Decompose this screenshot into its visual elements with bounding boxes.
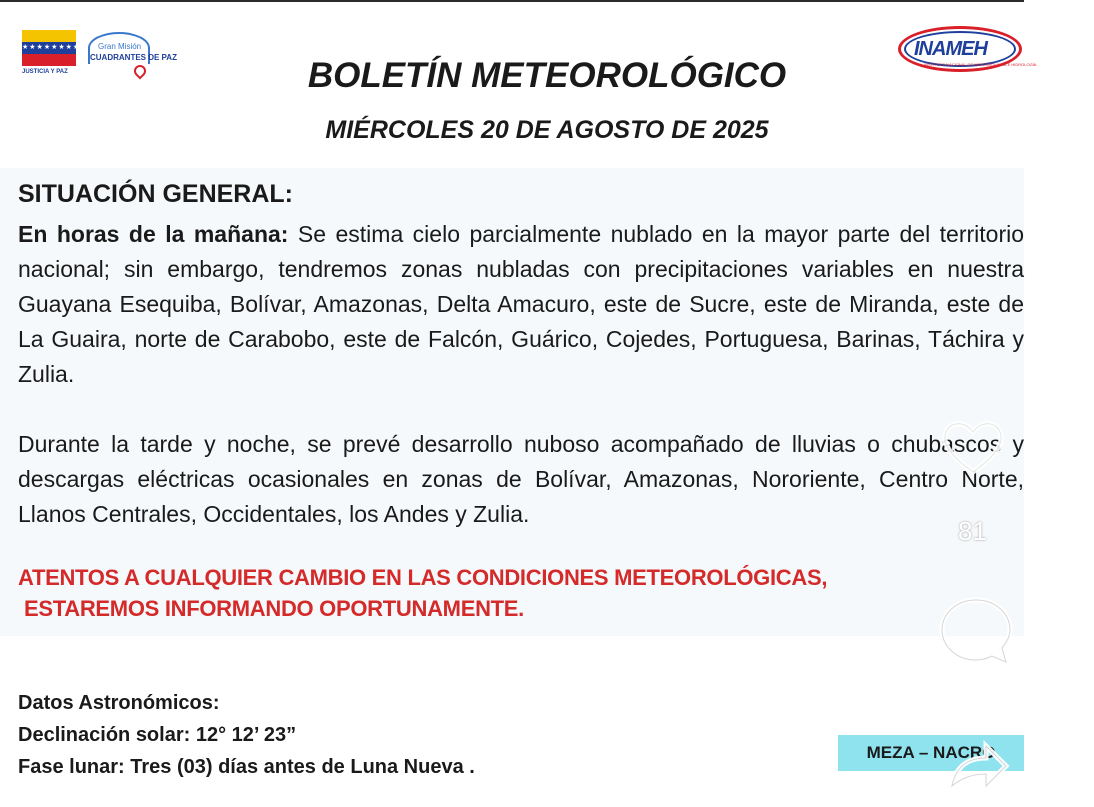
venezuela-flag-icon: ★★★★★★★★ <box>22 30 76 66</box>
inameh-logo-subtitle: INSTITUTO NACIONAL DE METEOROLOGÍA E HIDROLOGÍA <box>924 62 1037 67</box>
bulletin-date: MIÉRCOLES 20 DE AGOSTO DE 2025 <box>325 116 769 144</box>
program-line-2: CUADRANTES DE PAZ <box>90 53 177 62</box>
moon-phase: Fase lunar: Tres (03) días antes de Luna Nueva . <box>18 756 475 778</box>
section-heading: SITUACIÓN GENERAL: <box>18 180 293 208</box>
flag-caption: JUSTICIA Y PAZ <box>22 69 68 75</box>
heart-icon[interactable] <box>938 412 1008 482</box>
program-line-1: Gran Misión <box>98 42 142 51</box>
afternoon-paragraph: Durante la tarde y noche, se prevé desarrollo nuboso acompañado de lluvias o chubascos y descargas eléctricas ocasionales en zonas de Bolívar, Amazonas, Nororiente, Centro Norte, Llanos Centrales, Occidentales, los Andes y Zulia. <box>18 431 1024 527</box>
top-border <box>0 0 1024 2</box>
like-count: 81 <box>958 516 987 546</box>
alert-line-2: ESTAREMOS INFORMANDO OPORTUNAMENTE. <box>24 596 524 621</box>
morning-paragraph <box>18 217 1024 392</box>
solar-declination: Declinación solar: 12° 12’ 23” <box>18 724 297 746</box>
alert-line-1: ATENTOS A CUALQUIER CAMBIO EN LAS CONDICIONES METEOROLÓGICAS, <box>18 565 828 590</box>
author-tag: MEZA – NACRO <box>838 735 1024 771</box>
comment-icon[interactable] <box>936 592 1016 672</box>
share-icon[interactable] <box>942 730 1012 800</box>
inameh-logo-text: INAMEH <box>914 38 987 60</box>
bulletin-title: BOLETÍN METEOROLÓGICO <box>307 56 787 95</box>
astro-title: Datos Astronómicos: <box>18 692 220 714</box>
morning-text: Se estima cielo parcialmente nublado en la mayor parte del territorio nacional; sin embargo, tendremos zonas nubladas con precipitaciones variables en nuestra Guayana Esequiba, Bolívar, Amazonas, Delta Amacuro, este de Sucre, este de Miranda, este de La Guaira, norte de Carabobo, este de Falcón, Guárico, Cojedes, Portuguesa, Barinas, Táchira y Zulia. <box>18 221 1024 387</box>
morning-lead: En horas de la mañana: <box>18 221 289 247</box>
